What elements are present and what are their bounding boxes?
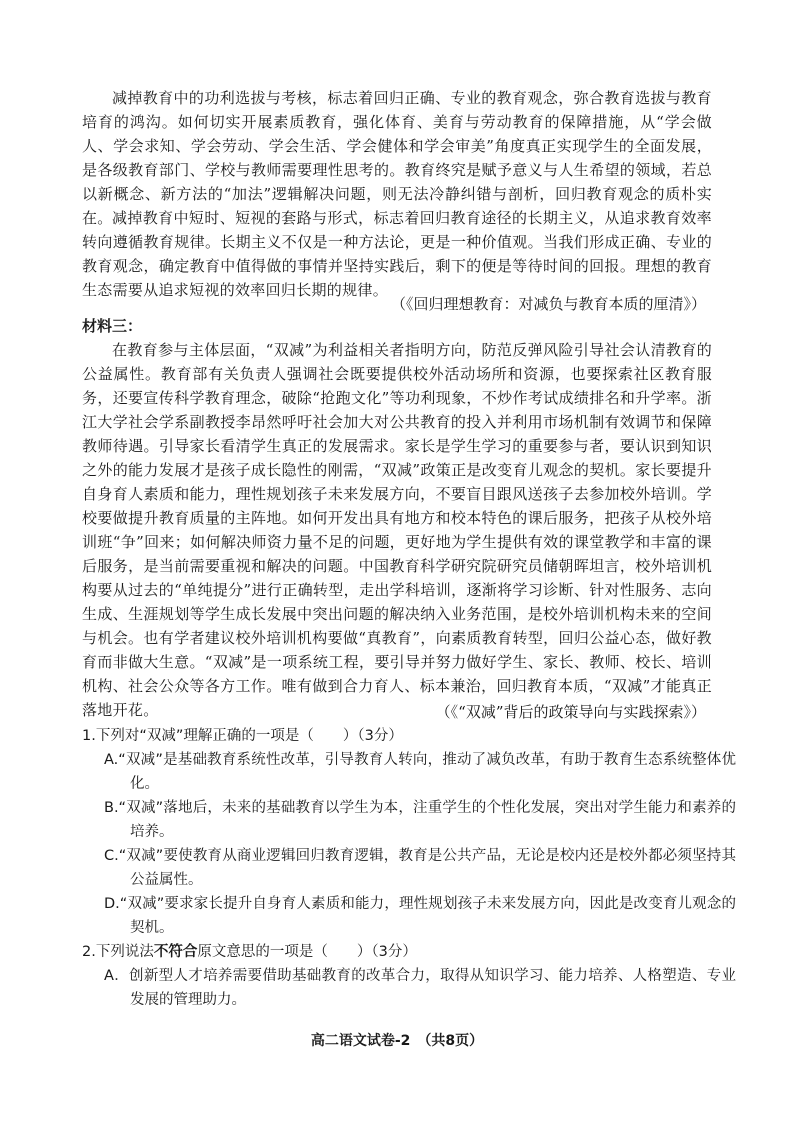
paragraph-2: 减掉教育中短时、短视的套路与形式，标志着回归教育途径的长期主义，从追求教育效率转向遵循教育规律。长期主义不仅是一种方法论，更是一种价值观。当我们形成正确、专业的教育观念，确定教育中值得做的事情并坚持实践后，剩下的便是等待时间的回报。理想的教育生态需要从追求短视的效率回归长期的规律。 bbox=[82, 209, 712, 299]
question-1-option-b: B.“双减”落地后，未来的基础教育以学生为本，注重学生的个性化发展，突出对学生能力和素养的培养。 bbox=[104, 800, 736, 840]
question-1-option-c: C.“双减”要使教育从商业逻辑回归教育逻辑，教育是公共产品，无论是校内还是校外都必须坚持其公益属性。 bbox=[104, 848, 736, 888]
question-1-stem: 1.下列对“双减”理解正确的一项是（ ）（3分） bbox=[82, 728, 403, 744]
question-2-stem bbox=[82, 940, 712, 964]
question-2-option-a: A．创新型人才培养需要借助基础教育的改革合力，取得从知识学习、能力培养、人格塑造、专业发展的管理助力。 bbox=[104, 968, 736, 1008]
paragraph-3: 在教育参与主体层面，“双减”为利益相关者指明方向，防范反弹风险引导社会认清教育的公益属性。教育部有关负责人强调社会既要提供校外活动场所和资源，也要探索社区教育服务，还要宣传科学教育理念，破除“抢跑文化”等功利现象，不炒作考试成绩排名和升学率。浙江大学社会学系副教授李昂然呼吁社会加大对公共教育的投入并利用市场机制有效调节和保障教师待遇。引导家长看清学生真正的发展需求。家长是学生学习的重要参与者，要认识到知识之外的能力发展才是孩子成长隐性的刚需，“双减”政策正是改变育儿观念的契机。家长要提升自身育人素质和能力，理性规划孩子未来发展方向，不要盲目跟风送孩子去参加校外培训。学校要做提升教育质量的主阵地。如何开发出具有地方和校本特色的课后服务，把孩子从校外培训班“争”回来；如何解决师资力量不足的问题，更好地为学生提供有效的课堂教学和丰富的课后服务，是当前需要重视和解决的问题。中国教育科学研究院研究员储朝晖坦言，校外培训机构要从过去的“单纯提分”进行正确转型，走出学科培训，逐渐将学习诊断、针对性服务、志向生成、生涯规划等学生成长发展中突出问题的解决纳入业务范围，是校外培训机构未来的空间与机会。也有学者建议校外培训机构要做“真教育”，向素质教育转型，回归公益心态，做好教育而非做大生意。“双减”是一项系统工程，要引导并努力做好学生、家长、教师、校长、培训机构、社会公众等各方工作。唯有做到合力育人、标本兼治，回归教育本质，“双减”才能真正落地开花。 bbox=[82, 341, 712, 719]
question-2-emphasis: 不符合 bbox=[153, 944, 198, 960]
question-2-stem-post: 原文意思的一项是（ ）（3分） bbox=[197, 944, 417, 960]
paragraph-1: 减掉教育中的功利选拔与考核，标志着回归正确、专业的教育观念，弥合教育选拔与教育培育的鸿沟。如何切实开展素质教育，强化体育、美育与劳动教育的保障措施，从“学会做人、学会求知、学会劳动、学会生活、学会健体和学会审美”角度真正实现学生的全面发展，是各级教育部门、学校与教师需要理性思考的。教育终究是赋予意义与人生希望的领域，若总以新概念、新方法的“加法”逻辑解决问题，则无法冷静纠错与剖析，回归教育观念的质朴实在。 bbox=[82, 89, 712, 227]
source-citation-2: （《“双减”背后的政策导向与实践探索》） bbox=[435, 703, 706, 721]
page-footer: 高二语文试卷-2 （共8页） bbox=[310, 1033, 484, 1049]
source-citation-1: （《回归理想教育：对减负与教育本质的厘清》） bbox=[390, 295, 706, 313]
question-1-option-a: A.“双减”是基础教育系统性改革，引导教育人转向，推动了减负改革，有助于教育生态系统整体优化。 bbox=[104, 752, 736, 792]
question-2-stem-pre: 2.下列说法 bbox=[82, 944, 154, 960]
material-3-label: 材料三： bbox=[82, 317, 143, 335]
question-1-option-d: D.“双减”要求家长提升自身育人素质和能力，理性规划孩子未来发展方向，因此是改变育儿观念的契机。 bbox=[104, 896, 736, 936]
